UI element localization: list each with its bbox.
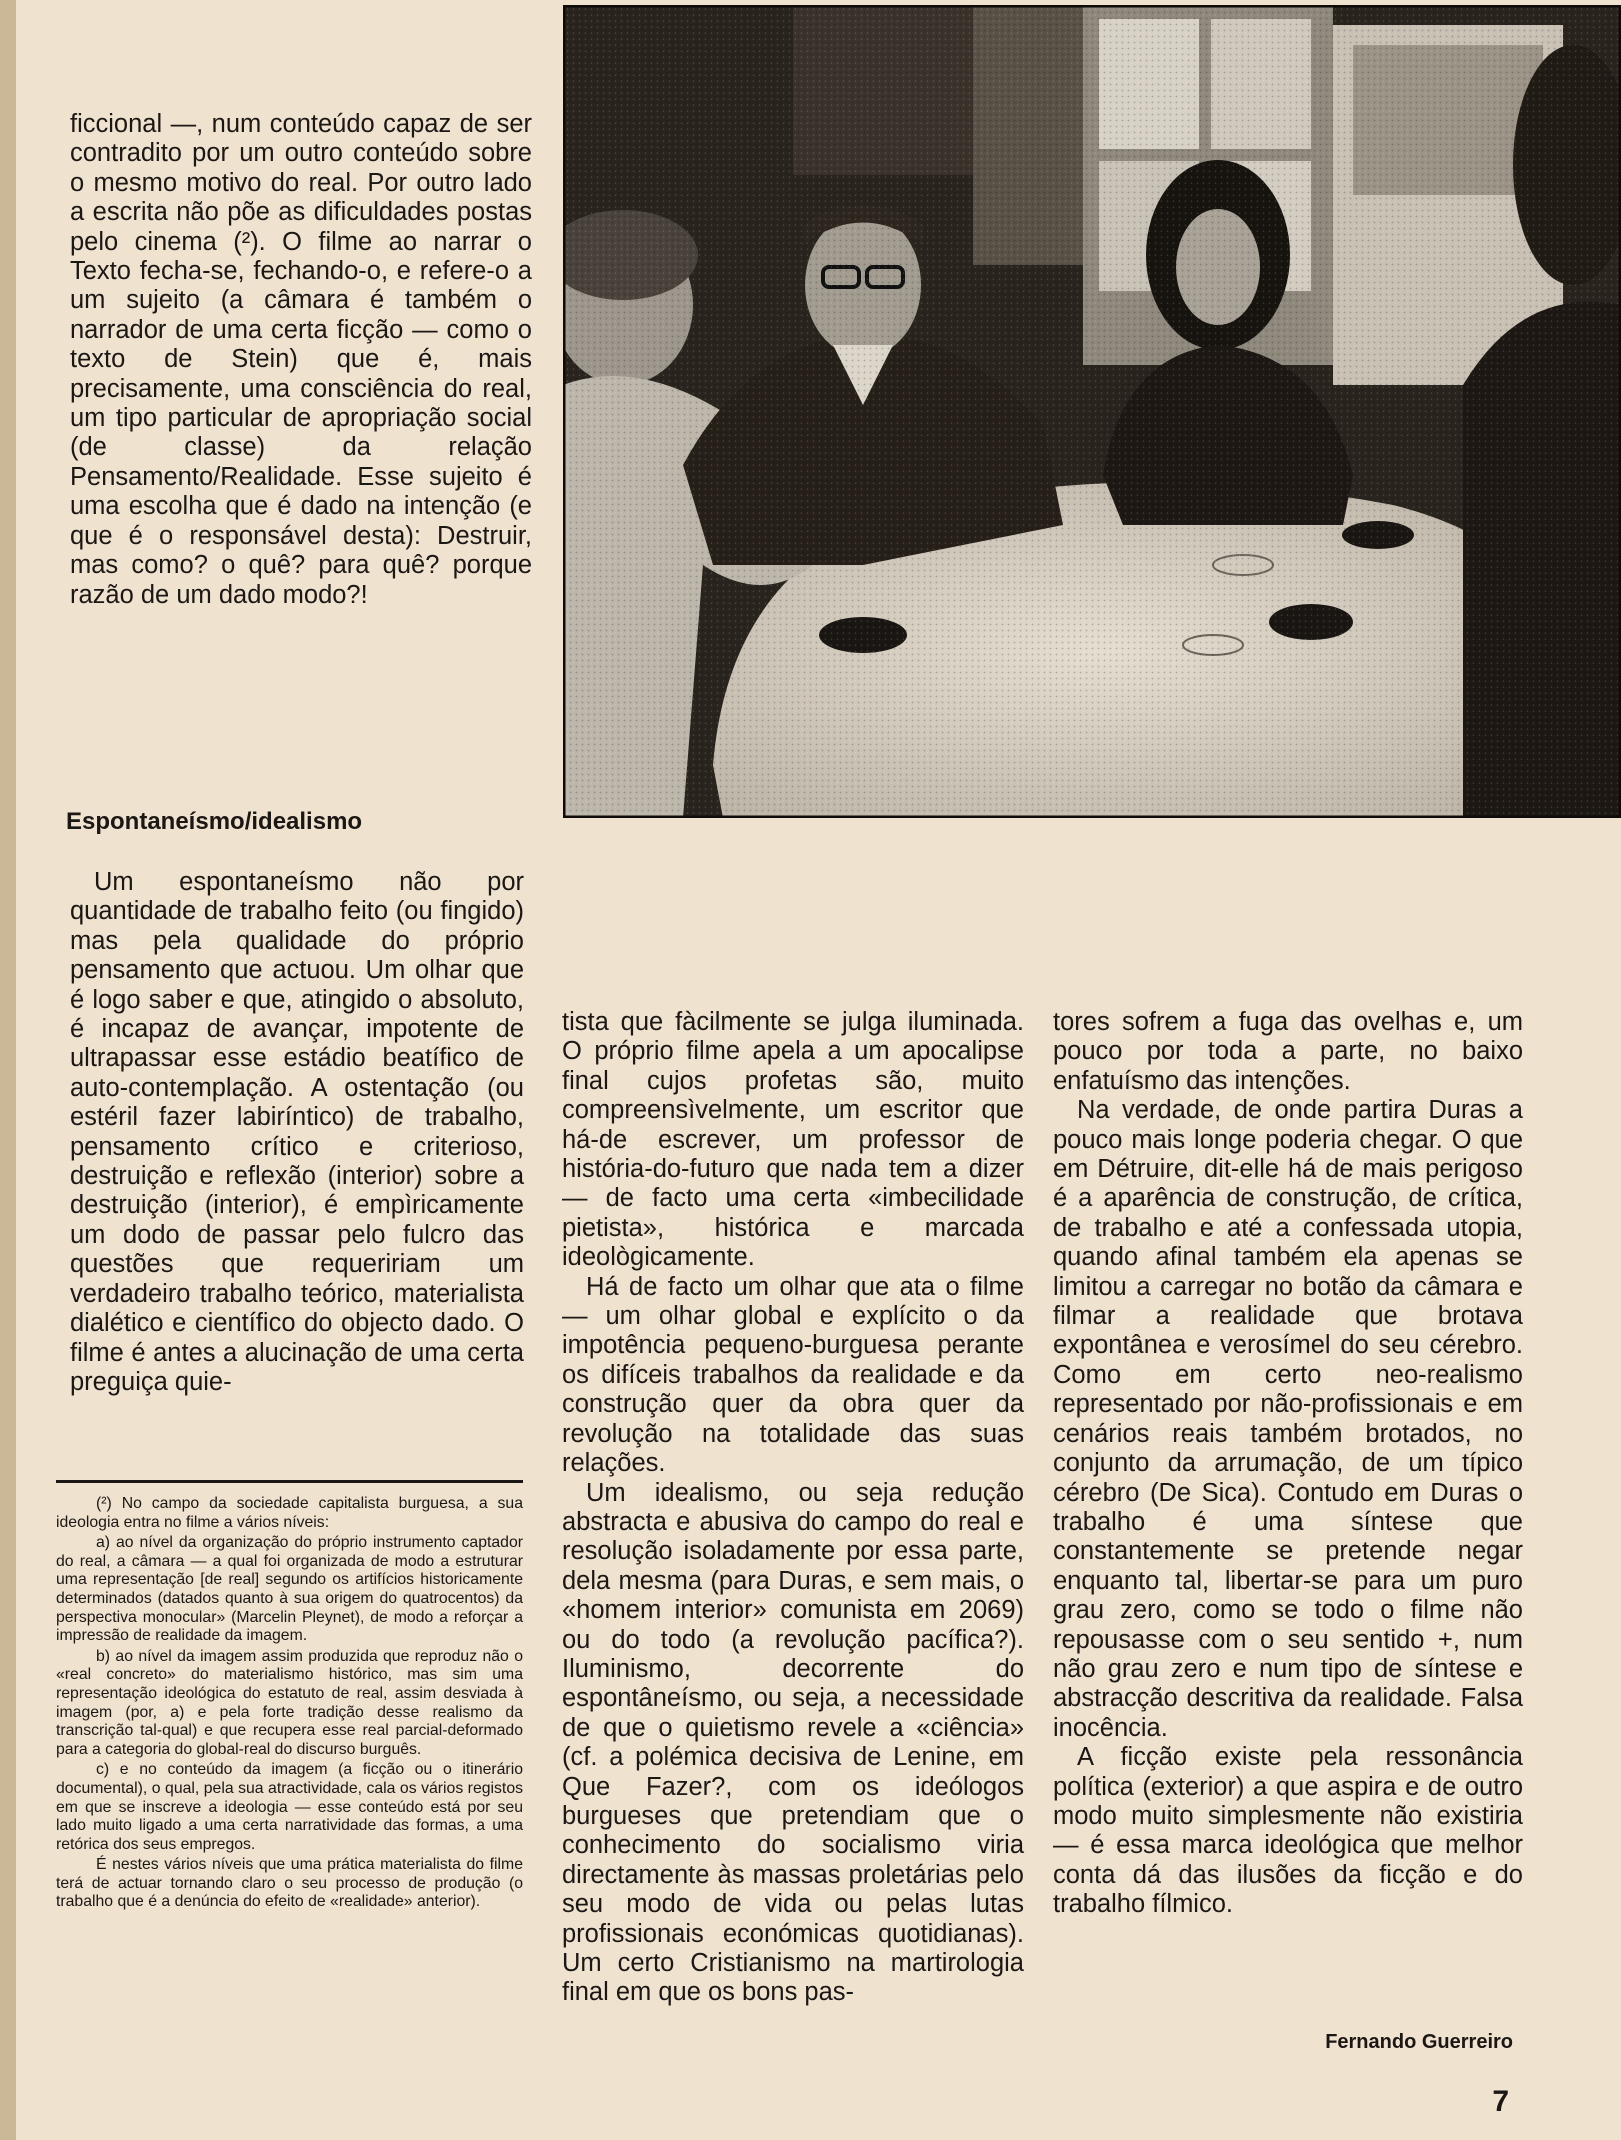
column-3-paragraph-1: tores sofrem a fuga das ovelhas e, um pouco por toda a parte, no baixo enfatuísmo das intenções. — [1053, 1008, 1523, 1095]
section-heading: Espontaneísmo/idealismo — [66, 808, 363, 835]
footnotes — [56, 1495, 523, 1912]
column-3 — [1053, 1008, 1523, 1920]
author-signature: Fernando Guerreiro — [1325, 2031, 1513, 2053]
footnote-item-b: b) ao nível da imagem assim produzida que reproduz não o «real concreto» do materialismo histórico, mas sim uma representação ideológica do estatuto de real, assim desviada à imagem (por, a) e pela forte tradição desse realismo da transcrição tal-qual) e que recupera esse real parcial-deformado para a categoria do global-real do discurso burguês. — [56, 1647, 523, 1758]
column-2 — [562, 1008, 1024, 2008]
photo-illustration — [563, 5, 1621, 818]
footnote-conclusion: É nestes vários níveis que uma prática materialista do filme terá de actuar tornando claro o seu processo de produção (o trabalho que é a denúncia do efeito de «realidade» anterior). — [56, 1856, 523, 1911]
intro-column — [70, 110, 532, 610]
intro-paragraph: ficcional —, num conteúdo capaz de ser contradito por um outro conteúdo sobre o mesmo motivo do real. Por outro lado a escrita não põe as dificuldades postas pelo cinema (²). O filme ao narrar o Texto fecha-se, fechando-o, e refere-o a um sujeito (a câmara é também o narrador de uma certa ficção — como o texto de Stein) que é, mais precisamente, uma consciência do real, um tipo particular de apropriação social (de classe) da relação Pensamento/Realidade. Esse sujeito é uma escolha que é dado na intenção (e que é o responsável desta): Destruir, mas como? o quê? para quê? porque razão de um dado modo?! — [70, 110, 532, 609]
footnote-rule — [56, 1480, 523, 1483]
page-binding-edge — [0, 0, 16, 2140]
column-2-paragraph-1: tista que fàcilmente se julga iluminada. O próprio filme apela a um apocalipse final cujos profetas são, muito compreensìvelmente, um escritor que há-de escrever, um professor de história-do-futuro que nada tem a dizer — de facto uma certa «imbecilidade pietista», histórica e marcada ideològicamente. — [562, 1008, 1024, 1272]
column-2-paragraph-2: Há de facto um olhar que ata o filme — um olhar global e explícito o da impotência pequeno-burguesa perante os difíceis trabalhos da realidade e da construção quer da obra quer da revolução na totalidade das suas relações. — [562, 1272, 1024, 1478]
column-3-paragraph-3: A ficção existe pela ressonância política (exterior) a que aspira e de outro modo muito simplesmente não existiria — é essa marca ideológica que melhor conta dá das ilusões da ficção e do trabalho fílmico. — [1053, 1743, 1523, 1919]
film-still-photo — [563, 5, 1621, 818]
footnote-item-c: c) e no conteúdo da imagem (a ficção ou o itinerário documental), o qual, pela sua atractividade, cala os vários registos em que se inscreve a ideologia — esse conteúdo está por seu lado muito ligado a uma certa narratividade das formas, a uma retórica dos seus empregos. — [56, 1761, 523, 1853]
column-3-paragraph-2: Na verdade, de onde partira Duras a pouco mais longe poderia chegar. O que em Détruire, dit-elle há de mais perigoso é a aparência de construção, de crítica, de trabalho e até a confessada utopia, quando afinal também ela apenas se limitou a carregar no botão da câmara e filmar a realidade que brotava expontânea e verosímel do seu cérebro. Como em certo neo-realismo representado por não-profissionais e em cenários reais também brotados, no conjunto da arrumação, de um típico cérebro (De Sica). Contudo em Duras o trabalho é uma síntese que constantemente se pretende negar enquanto tal, libertar-se para um puro grau zero, como se todo o filme não repousasse com o seu sentido +, num não grau zero e num tipo de síntese e abstracção descritiva da realidade. Falsa inocência. — [1053, 1096, 1523, 1742]
column-2-paragraph-3: Um idealismo, ou seja redução abstracta e abusiva do campo do real e resolução isoladamente por essa parte, dela mesma (para Duras, e sem mais, o «homem interior» comunista em 2069) ou do todo (a revolução pacífica?). Iluminismo, decorrente do espontâneísmo, ou seja, a necessidade de que o quietismo revele a «ciência» (cf. a polémica decisiva de Lenine, em Que Fazer?, com os ideólogos burgueses que pretendiam que o conhecimento do socialismo viria directamente às massas proletárias pelo seu modo de vida ou pelas lutas profissionais económicas quotidianas). Um certo Cristianismo na martirologia final em que os bons pas- — [562, 1478, 1024, 2007]
footnote-item-a: a) ao nível da organização do próprio instrumento captador do real, a câmara — a qual foi organizada de modo a estruturar uma representação [de real] segundo os artifícios historicamente determinados (datados quanto à sua origem do quatrocentos) da perspectiva monocular» (Marcelin Pleynet), de modo a reforçar a impressão de realidade da imagem. — [56, 1534, 523, 1645]
column-1-paragraph: Um espontaneísmo não por quantidade de trabalho feito (ou fingido) mas pela qualidade do próprio pensamento que actuou. Um olhar que é logo saber e que, atingido o absoluto, é incapaz de avançar, impotente de ultrapassar esse estádio beatífico de auto-contemplação. A ostentação (ou estéril fazer labiríntico) de trabalho, pensamento crítico e criterioso, destruição e reflexão (interior) sobre a destruição (interior), é empìricamente um dodo de passar pelo fulcro das questões que requeririam um verdadeiro trabalho teórico, materialista dialético e científico do objecto dado. O filme é antes a alucinação de uma certa preguiça quie- — [70, 868, 524, 1396]
footnote-intro: (²) No campo da sociedade capitalista burguesa, a sua ideologia entra no filme a vários níveis: — [56, 1495, 523, 1531]
page-number: 7 — [1492, 2085, 1509, 2118]
column-1 — [70, 868, 524, 1397]
